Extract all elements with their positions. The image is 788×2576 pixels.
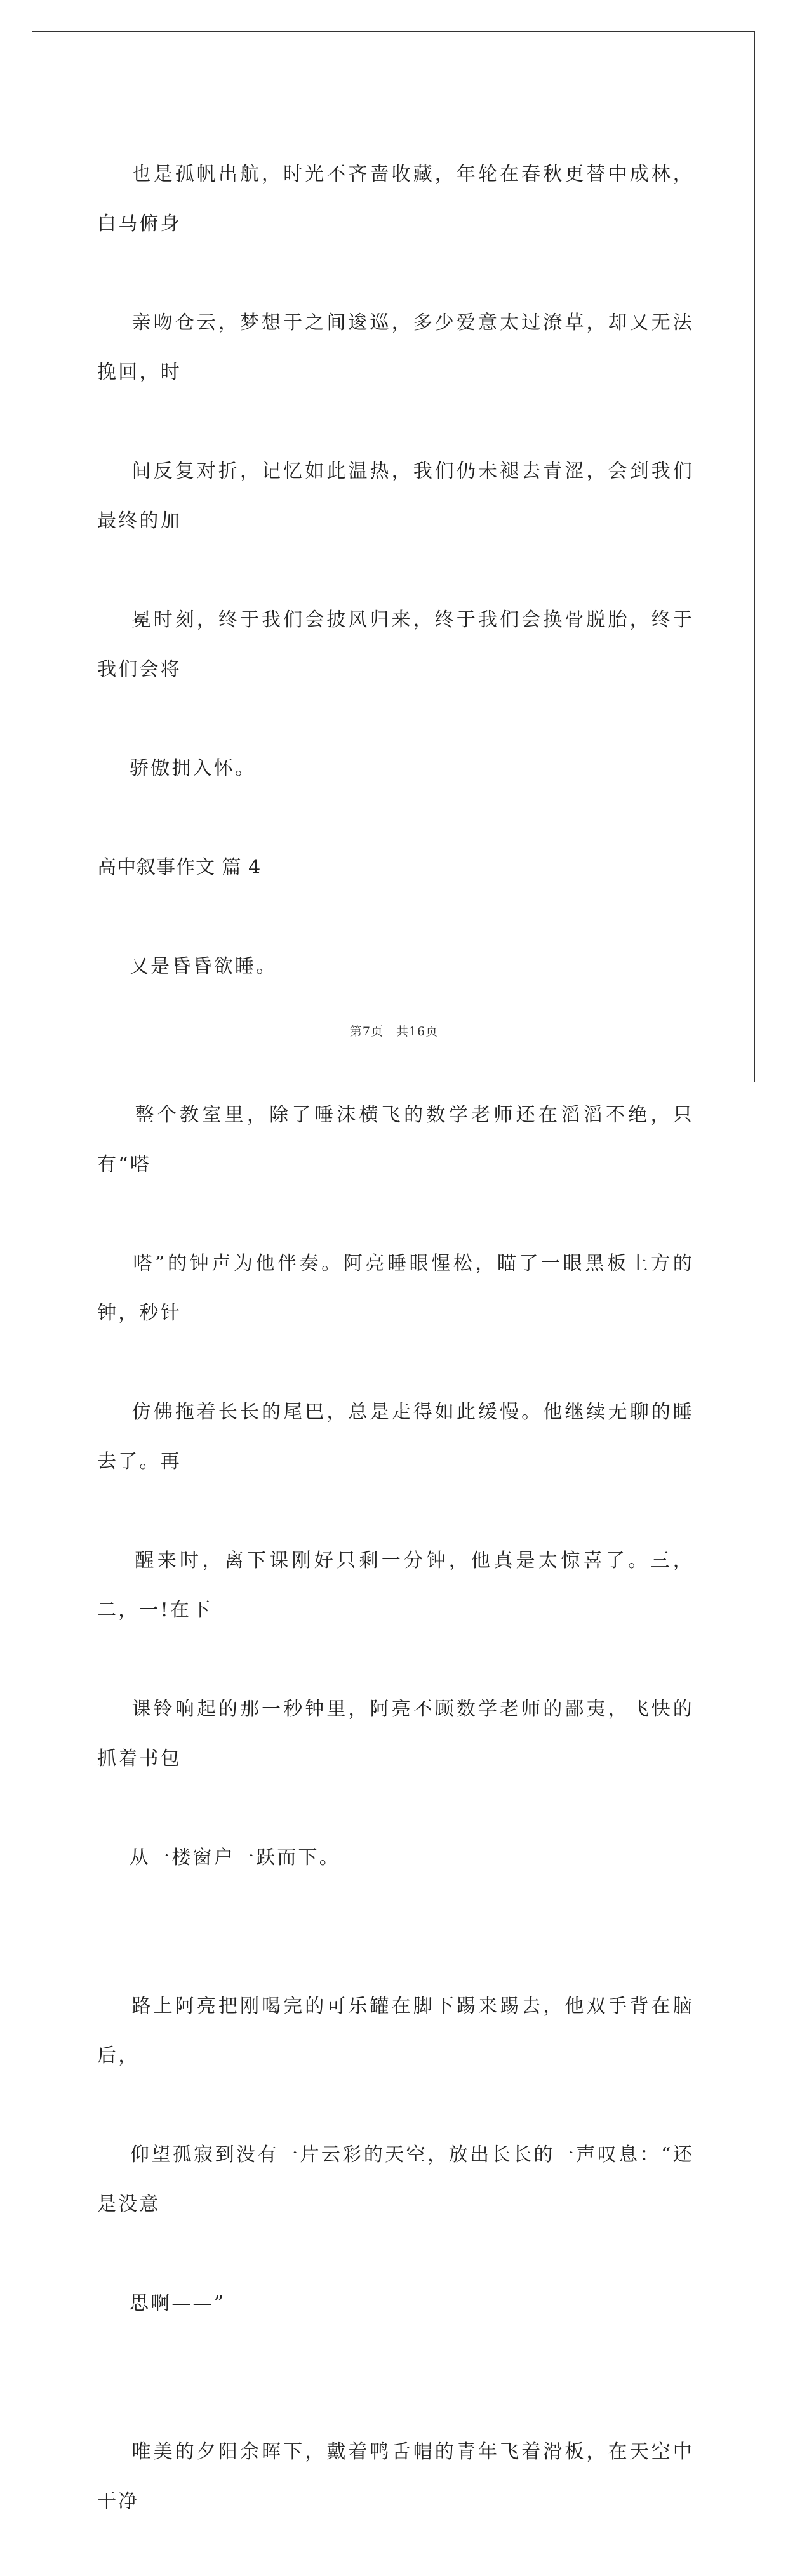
line: 路上阿亮把刚喝完的可乐罐在脚下踢来踢去，他双手背在脑后， xyxy=(97,1995,694,2067)
line: 又是昏昏欲睡。 xyxy=(129,955,277,978)
line: 亲吻仓云，梦想于之间逡巡，多少爱意太过潦草，却又无法挽回，时 xyxy=(97,312,694,383)
page-number-total: 共16页 xyxy=(396,1025,439,1039)
paragraph-5 xyxy=(97,2378,694,2576)
line: 间反复对折，记忆如此温热，我们仍未褪去青涩，会到我们最终的加 xyxy=(97,460,694,532)
line: 整个教室里，除了唾沫横飞的数学老师还在滔滔不绝，只有“嗒 xyxy=(97,1104,695,1176)
page-footer xyxy=(0,1022,788,1039)
page-number-current: 第7页 xyxy=(349,1025,384,1039)
section-heading: 高中叙事作文 篇 4 xyxy=(97,856,262,879)
line: 课铃响起的那一秒钟里，阿亮不顾数学老师的鄙夷，飞快的抓着书包 xyxy=(97,1698,694,1770)
document-body xyxy=(97,100,694,2576)
line: 醒来时，离下课刚好只剩一分钟，他真是太惊喜了。三，二，一!在下 xyxy=(97,1550,695,1621)
line: 骄傲拥入怀。 xyxy=(129,757,257,780)
line: 仿佛拖着长长的尾巴，总是走得如此缓慢。他继续无聊的睡去了。再 xyxy=(97,1401,694,1473)
paragraph-4 xyxy=(97,1932,694,2378)
line: 唯美的夕阳余晖下，戴着鸭舌帽的青年飞着滑板，在天空中干净 xyxy=(97,2441,694,2513)
line: 仰望孤寂到没有一片云彩的天空，放出长长的一声叹息：“还是没意 xyxy=(97,2144,694,2215)
line: 从一楼窗户一跃而下。 xyxy=(129,1847,340,1869)
paragraph-1 xyxy=(97,100,694,843)
line: 冕时刻，终于我们会披风归来，终于我们会换骨脱胎，终于我们会将 xyxy=(97,609,694,681)
line: 思啊——” xyxy=(129,2292,226,2314)
paragraph-2 xyxy=(97,893,694,1041)
paragraph-3 xyxy=(97,1041,694,1932)
line: 嗒”的钟声为他伴奏。阿亮睡眼惺松，瞄了一眼黑板上方的钟，秒针 xyxy=(97,1252,694,1324)
line: 也是孤帆出航，时光不吝啬收藏，年轮在春秋更替中成林，白马俯身 xyxy=(97,163,694,235)
